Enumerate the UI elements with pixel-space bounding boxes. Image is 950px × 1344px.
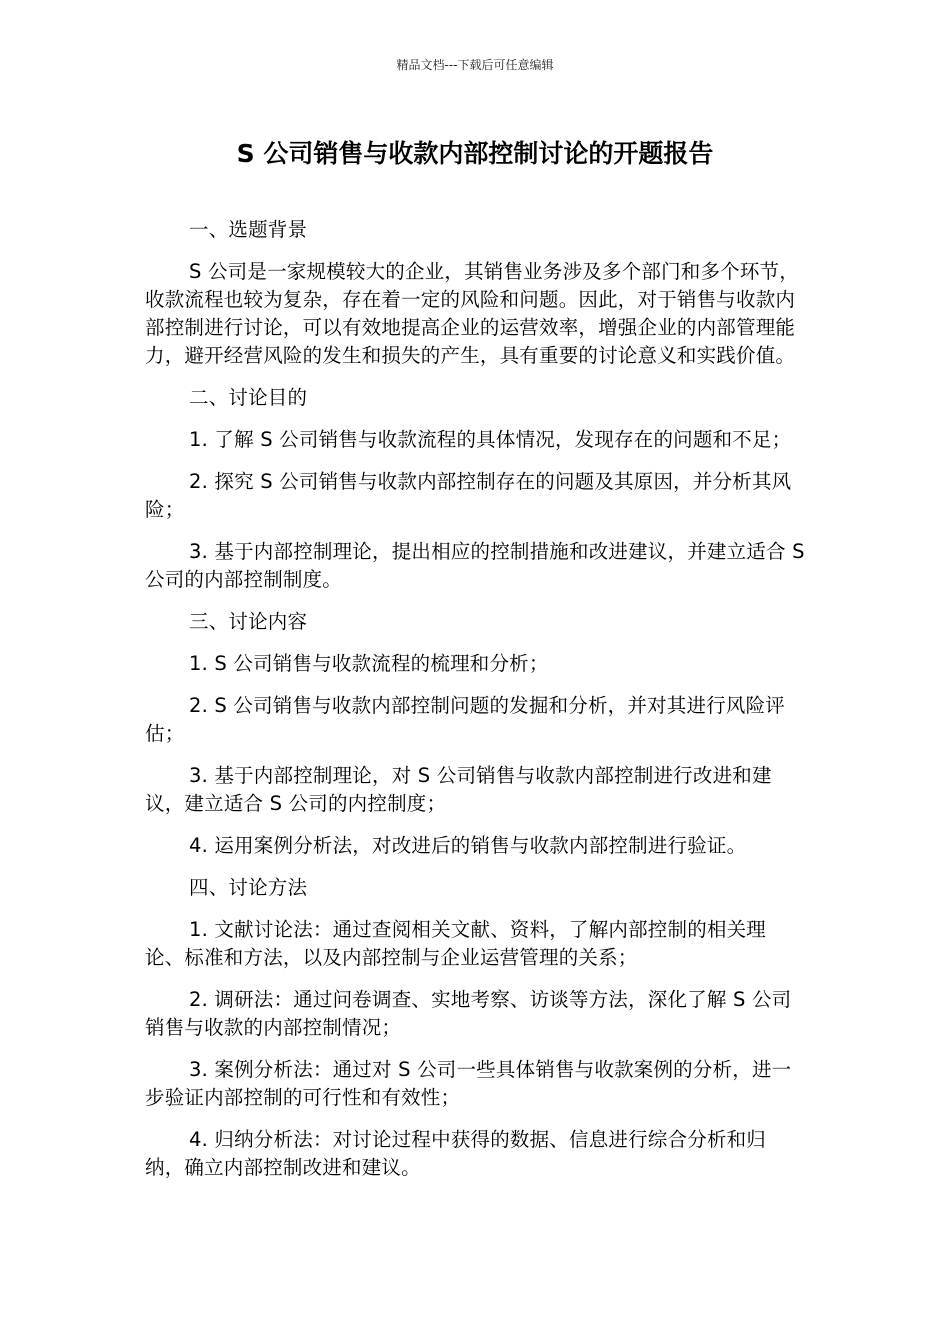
purpose-item: 3. 基于内部控制理论，提出相应的控制措施和改进建议，并建立适合 S 公司的内部控制制度。 xyxy=(145,540,805,591)
section-heading-background: 一、选题背景 xyxy=(189,218,308,241)
purpose-item: 1. 了解 S 公司销售与收款流程的具体情况，发现存在的问题和不足； xyxy=(189,428,792,451)
document-body xyxy=(145,216,805,1196)
method-item: 4. 归纳分析法：对讨论过程中获得的数据、信息进行综合分析和归纳，确立内部控制改进和建议。 xyxy=(145,1128,767,1179)
header-note: 精品文档---下载后可任意编辑 xyxy=(396,58,554,72)
content-item: 2. S 公司销售与收款内部控制问题的发掘和分析，并对其进行风险评估； xyxy=(145,694,785,745)
method-item: 2. 调研法：通过问卷调查、实地考察、访谈等方法，深化了解 S 公司销售与收款的内部控制情况； xyxy=(145,988,792,1039)
section-heading-purpose: 二、讨论目的 xyxy=(189,386,308,409)
document-title: S 公司销售与收款内部控制讨论的开题报告 xyxy=(236,139,714,168)
section-heading-content: 三、讨论内容 xyxy=(189,610,308,633)
content-item: 1. S 公司销售与收款流程的梳理和分析； xyxy=(189,652,549,675)
content-item: 3. 基于内部控制理论，对 S 公司销售与收款内部控制进行改进和建议，建立适合 S 公司的内控制度； xyxy=(145,764,772,815)
method-item: 1. 文献讨论法：通过查阅相关文献、资料，了解内部控制的相关理论、标准和方法，以及内部控制与企业运营管理的关系； xyxy=(145,918,767,969)
method-item: 3. 案例分析法：通过对 S 公司一些具体销售与收款案例的分析，进一步验证内部控制的可行性和有效性； xyxy=(145,1058,792,1109)
background-paragraph: S 公司是一家规模较大的企业，其销售业务涉及多个部门和多个环节，收款流程也较为复杂，存在着一定的风险和问题。因此，对于销售与收款内部控制进行讨论，可以有效地提高企业的运营效率，增强企业的内部管理能力，避开经营风险的发生和损失的产生，具有重要的讨论意义和实践价值。 xyxy=(145,260,799,367)
content-item: 4. 运用案例分析法，对改进后的销售与收款内部控制进行验证。 xyxy=(189,834,747,857)
section-heading-methods: 四、讨论方法 xyxy=(189,876,308,899)
purpose-item: 2. 探究 S 公司销售与收款内部控制存在的问题及其原因，并分析其风险； xyxy=(145,470,792,521)
